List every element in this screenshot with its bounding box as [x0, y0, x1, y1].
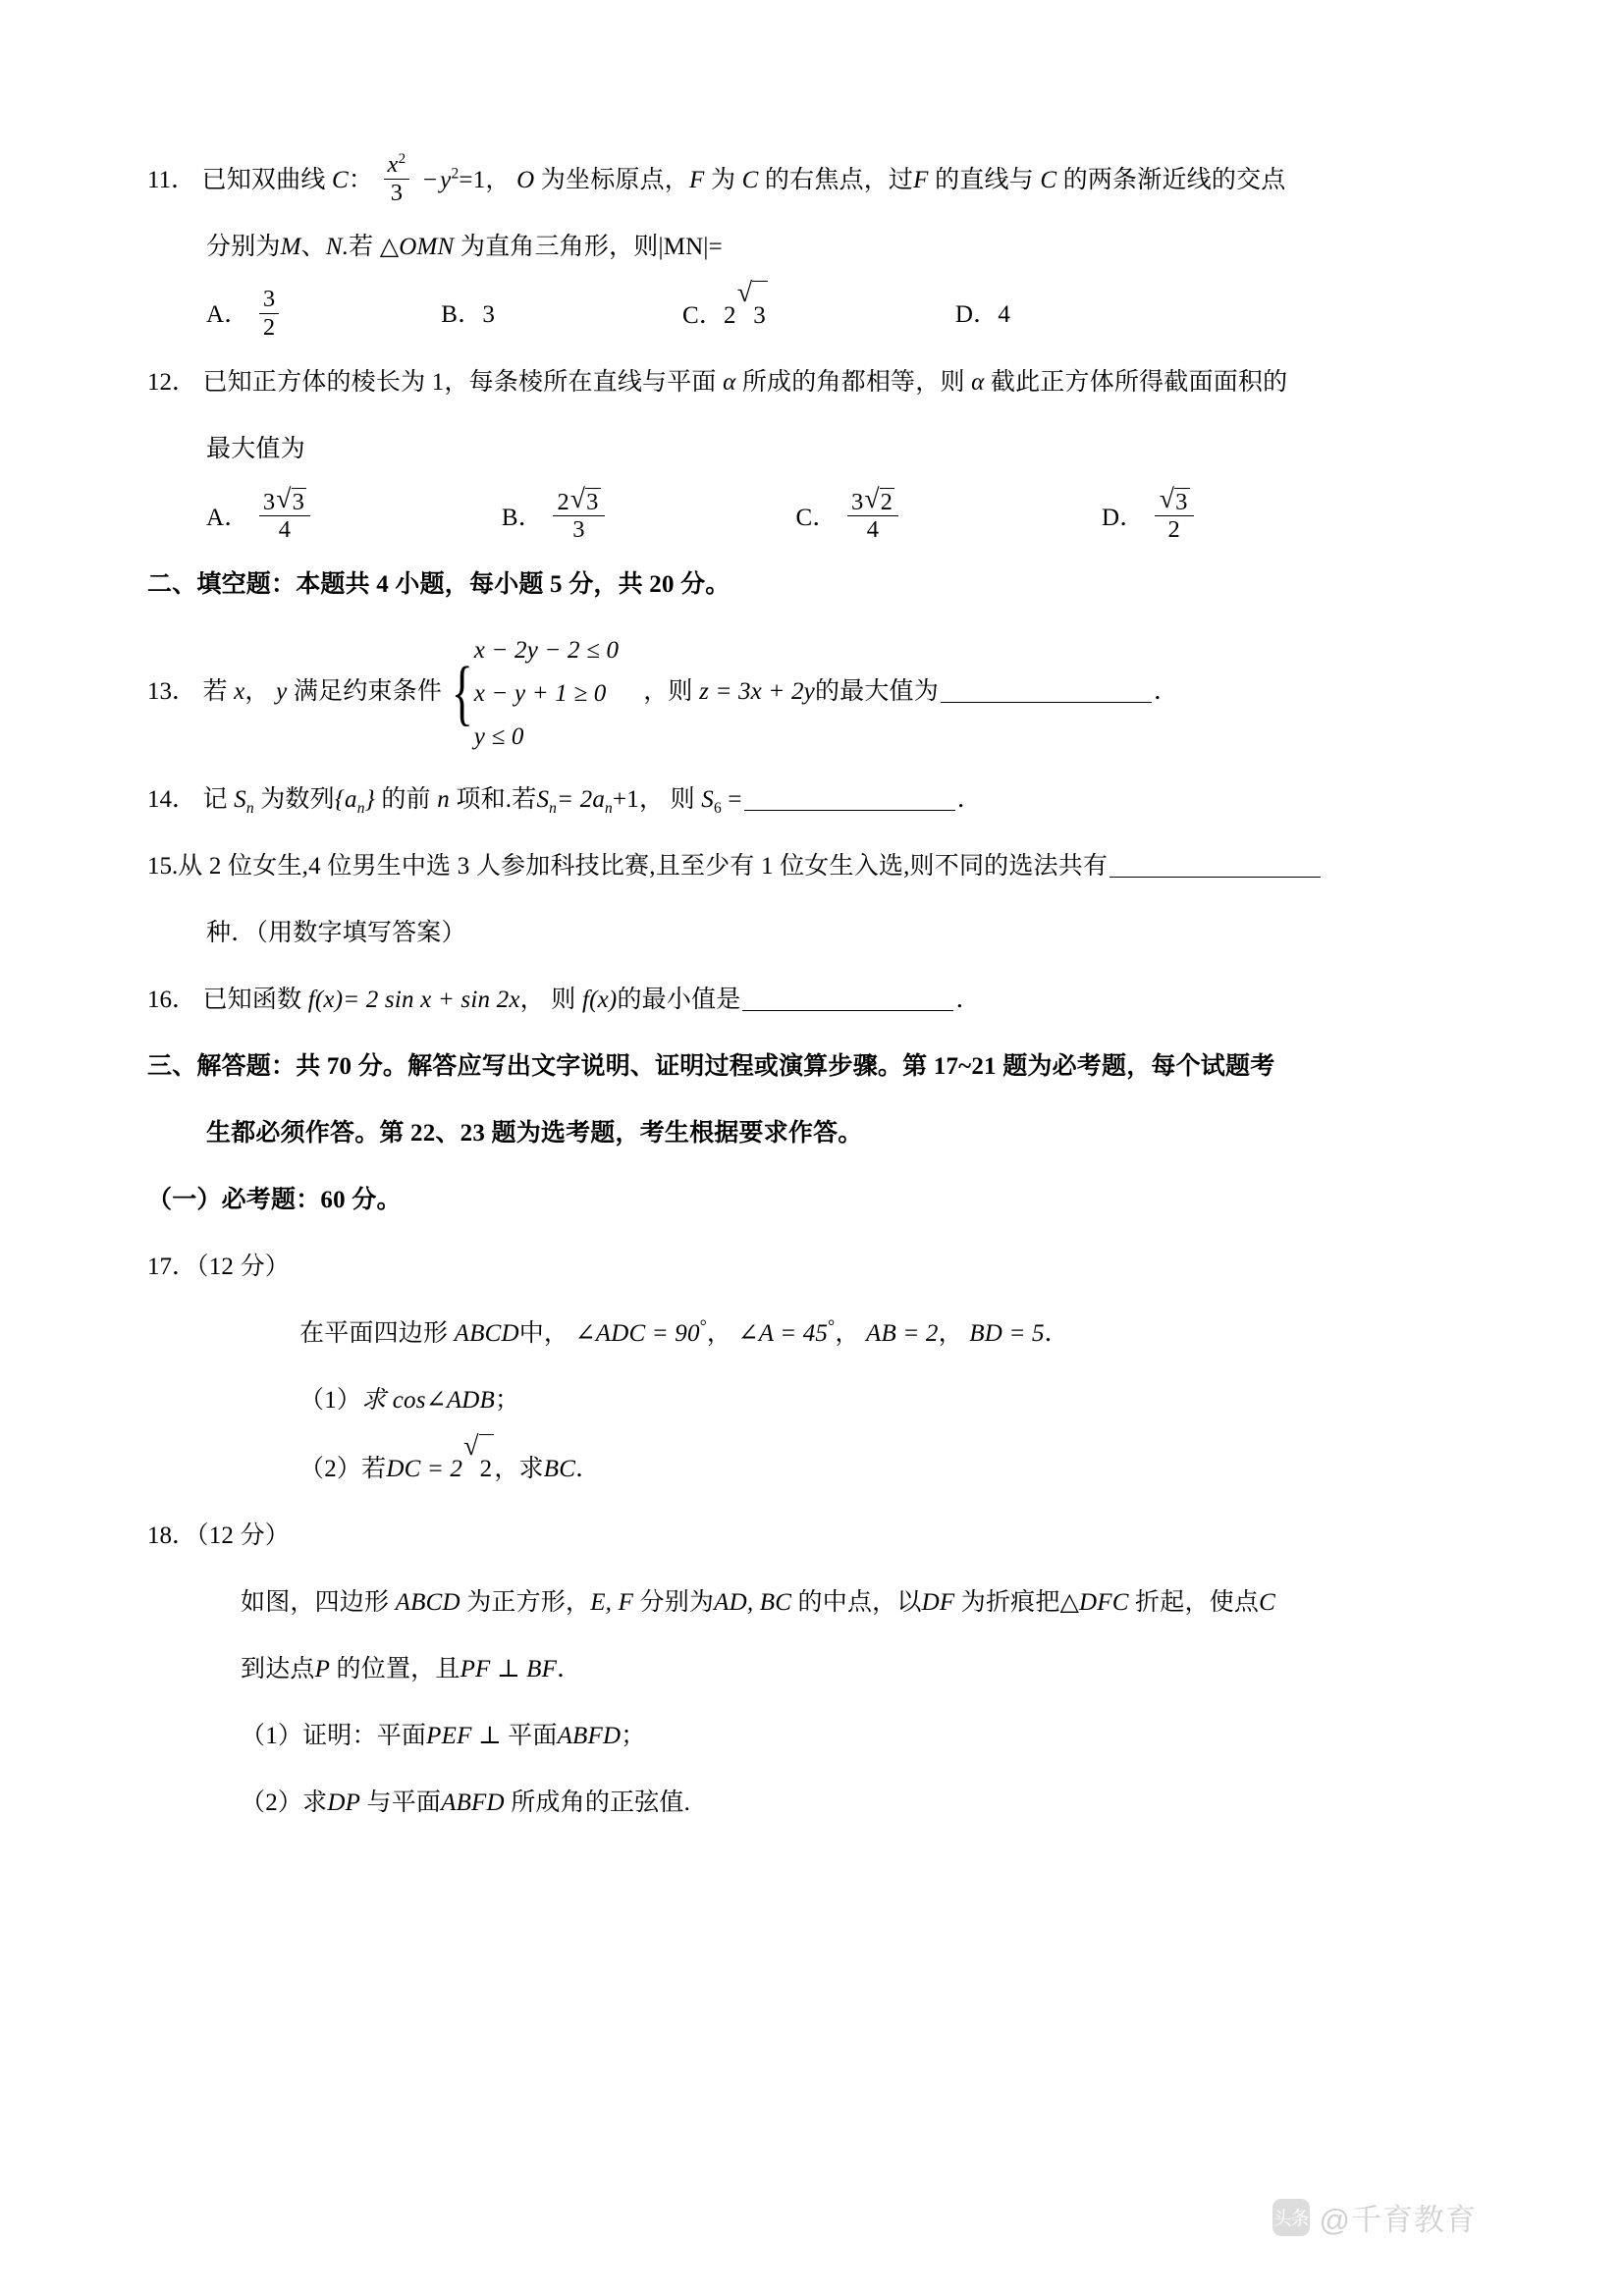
q17-length-ab: AB = 2 [865, 1319, 939, 1347]
q11-frac-num-exp: 2 [398, 149, 406, 167]
q17-part-2-label: （2） [299, 1455, 362, 1482]
q16-line-1 [147, 967, 1477, 1034]
q11-choice-D-value: 4 [998, 301, 1011, 329]
q11-choice-A[interactable] [206, 282, 283, 348]
q12-choice-A-label: A． [206, 504, 249, 531]
q12-choice-C[interactable] [795, 485, 902, 552]
q11-text-if: 若 [349, 234, 374, 260]
q14-comma: ， [638, 785, 665, 813]
q13-text-constraint: 满足约束条件 [293, 677, 443, 705]
section-2-heading-block [147, 552, 1477, 618]
q11-curve-label: C [332, 167, 349, 193]
q13-line-1 [147, 618, 1477, 767]
q18-part-1 [147, 1703, 1477, 1770]
q18-square-abcd: ABCD [395, 1588, 460, 1616]
q11-dun-mark: 、 [300, 234, 326, 260]
q13-period: ． [1153, 677, 1179, 705]
q11-frac-num-var: x [387, 151, 399, 179]
q18-part-2-text-c: 所成角的正弦值. [511, 1789, 691, 1816]
q11-line2-pre: 分别为 [206, 234, 281, 260]
q14-symbol-S6-subscript: 6 [713, 799, 722, 817]
q13-constraint-3: y ≤ 0 [473, 723, 524, 751]
q11-line-2 [147, 214, 1477, 281]
q17-quad-abcd: ABCD [454, 1319, 519, 1347]
q18-part-1-end: ； [621, 1722, 646, 1749]
q11-choice-C-coefficient: 2 [724, 302, 736, 330]
q12-choice-C-radicand: 2 [880, 488, 893, 515]
q14-period: ． [956, 785, 982, 813]
q14-var-n: n [437, 785, 450, 813]
question-17 [147, 1234, 1477, 1503]
q18-part-2-text-a: 求 [302, 1789, 328, 1816]
q18-plane-abfd-2: ABFD [441, 1789, 505, 1816]
q17-comma-3: ， [938, 1319, 963, 1347]
q11-choice-C-radicand: 3 [752, 281, 768, 349]
q12-choice-D-numerator [1155, 488, 1194, 517]
q12-choice-C-numerator [847, 488, 898, 517]
q12-choices [147, 483, 1477, 551]
q13-constraint-2: x − y + 1 ≥ 0 [473, 680, 607, 708]
q12-choice-D-fraction [1155, 488, 1194, 543]
q11-point-N: N. [325, 234, 350, 260]
q13-comma: ， [244, 677, 270, 705]
q11-text-right-focus: 的右焦点，过 [764, 167, 914, 193]
q12-choice-B-fraction [553, 488, 604, 543]
q12-choice-B[interactable] [502, 485, 609, 552]
q17-part-1-end: ； [495, 1386, 520, 1414]
q16-function-f: f [307, 986, 315, 1013]
q14-equation-body: = 2a [557, 785, 606, 813]
q15-number: 15. [147, 852, 179, 880]
q11-fraction-numerator [384, 149, 410, 180]
q17-length-bd: BD = 5 [969, 1319, 1045, 1347]
q18-part-1-text: 证明：平面 [302, 1722, 427, 1749]
q18-part-1-perp: ⊥ 平面 [478, 1722, 558, 1749]
q18-text-a: 如图，四边形 [241, 1588, 390, 1616]
q14-text-4: 项和.若 [456, 785, 537, 813]
q12-choice-D-radicand: 3 [1175, 488, 1188, 515]
q14-equation-tail: +1 [612, 785, 639, 813]
q11-fraction [384, 149, 410, 206]
q12-text-b: 所成的角都相等，则 [741, 369, 965, 397]
q17-part-1-label: （1） [299, 1386, 362, 1414]
q13-var-x: x [234, 677, 245, 705]
question-18 [147, 1503, 1477, 1837]
q16-text-tail: 的最小值是 [617, 986, 741, 1013]
q12-choice-D-denominator: 2 [1167, 516, 1180, 544]
q15-line-2: 种．（用数字填写答案） [206, 919, 466, 946]
q18-point-C: C [1259, 1588, 1275, 1616]
q17-part-2-radicand: 2 [479, 1434, 495, 1503]
q12-choice-D-sqrt [1160, 488, 1190, 515]
q18-line-1 [147, 1570, 1477, 1636]
section-3-subheading: （一）必考题：60 分。 [147, 1186, 402, 1213]
q16-number: 16． [147, 986, 197, 1013]
q12-choice-A-radicand: 3 [292, 488, 305, 515]
watermark [1272, 2195, 1477, 2239]
q16-function-arg: (x) [314, 986, 344, 1013]
q13-answer-blank[interactable] [941, 702, 1152, 703]
q11-choice-B[interactable] [441, 282, 495, 348]
q11-equals-one: =1 [459, 167, 486, 193]
q18-line2-text-b: 的位置，且 [336, 1655, 460, 1682]
q14-sequence-subscript: n [356, 799, 365, 817]
q12-choice-A-fraction [259, 488, 310, 543]
q16-period: ． [955, 986, 981, 1013]
q12-number: 12． [147, 369, 197, 397]
q16-function-arg2: (x) [589, 986, 618, 1013]
section-3-heading-block [147, 1034, 1477, 1234]
q14-text-3: 的前 [381, 785, 431, 813]
q12-plane-alpha-2: α [971, 369, 985, 397]
q12-choice-C-label: C． [795, 504, 838, 531]
q18-line2-end: ． [557, 1655, 582, 1682]
q18-line-2 [147, 1636, 1477, 1703]
q13-var-y: y [276, 677, 288, 705]
q12-choice-D[interactable] [1102, 485, 1198, 552]
question-16 [147, 967, 1477, 1034]
q12-text-c: 截此正方体所得截面面积的 [990, 369, 1288, 397]
q14-sequence-close: } [364, 785, 375, 813]
q14-text-1: 记 [202, 785, 228, 813]
q16-function-definition: = 2 sin x + sin 2x [343, 986, 520, 1013]
q17-comma-2: ， [835, 1319, 860, 1347]
q11-line-1 [147, 147, 1477, 214]
q12-choice-C-sqrt [864, 488, 894, 515]
q14-answer-blank[interactable] [744, 810, 955, 811]
q14-symbol-Sn2-subscript: n [549, 799, 558, 817]
q17-angle-a: ∠A = 45 [737, 1319, 829, 1347]
q14-symbol-Sn2: S [536, 785, 550, 813]
q17-part-2-bc: BC [543, 1455, 576, 1482]
q14-sequence-open: {a [334, 785, 357, 813]
q12-choice-A-sqrt [276, 488, 306, 515]
q12-choice-B-radicand: 3 [586, 488, 599, 515]
q18-part-2 [147, 1770, 1477, 1837]
q18-triangle-dfc: △DFC [1059, 1588, 1129, 1616]
q18-point-P: P [314, 1655, 331, 1682]
q18-number: 18． [147, 1522, 197, 1549]
q14-equals: = [728, 785, 742, 813]
q18-part-1-label: （1） [241, 1722, 303, 1749]
question-15 [147, 833, 1477, 967]
q11-text-asymptote: 的两条渐近线的交点 [1062, 167, 1286, 193]
q13-text-tail: 的最大值为 [814, 677, 939, 705]
q11-choice-C[interactable] [682, 281, 768, 349]
q17-part-2 [147, 1434, 1477, 1503]
q11-triangle-omn: △OMN [379, 234, 455, 260]
q18-segment-dp: DP [327, 1789, 361, 1816]
q13-constraint-system [445, 619, 619, 767]
q11-stem-text: 已知双曲线 [201, 167, 326, 193]
watermark-text: @千育教育 [1319, 2203, 1477, 2237]
q18-part-2-label: （2） [241, 1789, 303, 1816]
q13-objective-expression: z = 3x + 2y [699, 677, 815, 705]
q18-plane-pef: PEF [426, 1722, 472, 1749]
toutiao-logo-icon: 头条 [1272, 2199, 1310, 2236]
q14-equation-subscript: n [605, 799, 613, 817]
q18-text-b: 为正方形， [466, 1588, 591, 1616]
q11-var-y: y [440, 167, 452, 193]
q18-text-c: 分别为 [639, 1588, 715, 1616]
q13-constraint-1: x − 2y − 2 ≤ 0 [473, 637, 620, 665]
q17-stem [147, 1301, 1477, 1367]
question-12 [147, 349, 1477, 551]
q12-choice-C-denominator: 4 [866, 516, 880, 544]
q12-choice-A[interactable] [206, 485, 314, 552]
q11-curve-C3: C [1040, 167, 1057, 193]
q18-segments-adbc: AD, BC [714, 1588, 792, 1616]
q12-text-a: 已知正方体的棱长为 1，每条棱所在直线与平面 [202, 369, 717, 397]
q13-text-then: 则 [668, 677, 693, 705]
q11-point-M: M [280, 234, 301, 260]
q14-line-1 [147, 767, 1477, 833]
q11-y-exponent: 2 [451, 165, 460, 183]
section-3-heading-line2: 生都必须作答。第 22、23 题为选考题，考生根据要求作答。 [206, 1119, 863, 1147]
q14-symbol-S6: S [701, 785, 714, 813]
q17-comma-1: ， [706, 1319, 732, 1347]
q16-comma: ， [519, 986, 545, 1013]
q11-choice-D[interactable] [955, 282, 1010, 348]
q13-number: 13． [147, 677, 197, 705]
q18-plane-abfd: ABFD [557, 1722, 622, 1749]
q17-part-1 [147, 1367, 1477, 1434]
q11-choices [147, 281, 1477, 349]
q12-choice-B-label: B． [501, 504, 543, 531]
q17-part-2-end: ． [575, 1455, 601, 1482]
q17-period: ． [1044, 1319, 1069, 1347]
q11-point-F2: F [913, 167, 929, 193]
q18-text-f: 折起，使点 [1135, 1588, 1260, 1616]
q12-choice-C-fraction [847, 488, 898, 543]
q18-text-e: 为折痕把 [960, 1588, 1060, 1616]
q11-text-origin: 为坐标原点， [540, 167, 689, 193]
q17-part-2-sqrt [463, 1434, 494, 1503]
q12-choice-B-sqrt [570, 488, 601, 515]
q11-curve-C2: C [741, 167, 759, 193]
q17-degree-1: ° [699, 1315, 707, 1336]
q14-text-then: 则 [670, 785, 695, 813]
q16-text-then: 则 [551, 986, 576, 1013]
q13-brace: { [451, 653, 473, 734]
q11-choice-A-fraction [259, 287, 279, 340]
q12-choice-A-coef: 3 [262, 488, 276, 515]
q17-zhong: 中， [518, 1319, 569, 1347]
q12-line-1 [147, 349, 1477, 416]
q12-line-2: 最大值为 [206, 436, 305, 463]
q11-minus-sign: − [422, 167, 438, 193]
q18-header [147, 1503, 1477, 1570]
q16-text-1: 已知函数 [202, 986, 302, 1013]
q17-degree-2: ° [828, 1315, 836, 1336]
q11-comma-1: ， [485, 167, 511, 193]
q18-line2-text-a: 到达点 [241, 1655, 315, 1682]
q16-answer-blank[interactable] [742, 1010, 953, 1011]
question-14 [147, 767, 1477, 833]
q17-part-2-dc: DC = 2 [386, 1455, 463, 1482]
q13-text-pre: 若 [202, 677, 228, 705]
q14-text-2: 为数列 [260, 785, 335, 813]
q11-choice-C-label: C． [681, 302, 725, 330]
q18-text-d: 的中点，以 [797, 1588, 922, 1616]
q11-point-F: F [689, 167, 705, 193]
q11-fraction-denominator: 3 [390, 179, 404, 206]
q11-text-line: 的直线与 [935, 167, 1034, 193]
q18-part-2-text-b: 与平面 [366, 1789, 442, 1816]
q12-choice-A-numerator [259, 488, 310, 517]
q12-choice-D-label: D． [1101, 504, 1145, 531]
q11-abs-mn: |MN|= [658, 234, 723, 260]
q11-choice-D-label: D． [954, 301, 999, 329]
q11-text-right-triangle: 为直角三角形，则 [460, 234, 659, 260]
q13-post-comma: ， [643, 677, 669, 705]
q13-constraint-lines [474, 629, 619, 759]
q12-plane-alpha-1: α [723, 369, 736, 397]
q11-choice-A-numerator: 3 [259, 287, 279, 314]
q14-symbol-S-subscript: n [245, 799, 254, 817]
section-2-heading: 二、填空题：本题共 4 小题，每小题 5 分，共 20 分。 [147, 570, 731, 598]
q17-part-2-mid: ，求 [494, 1455, 544, 1482]
q18-fold-df: DF [921, 1588, 955, 1616]
q11-choice-B-label: B． [441, 301, 483, 329]
q11-colon: ： [348, 167, 374, 193]
question-11 [147, 147, 1477, 349]
q16-function-f2: f [581, 986, 590, 1013]
q17-score: （12 分） [196, 1253, 290, 1280]
q14-number: 14． [147, 785, 197, 813]
section-3-heading-line1: 三、解答题：共 70 分。解答应写出文字说明、证明过程或演算步骤。第 17~21 题为必考题，每个试题考 [147, 1052, 1275, 1080]
q11-choice-B-value: 3 [482, 301, 496, 329]
q15-answer-blank[interactable] [1110, 877, 1321, 878]
q11-choice-C-sqrt [737, 281, 768, 349]
q15-text-line1: 从 2 位女生,4 位男生中选 3 人参加科技比赛,且至少有 1 位女生入选,则不同的选法共有 [178, 852, 1109, 880]
q12-choice-B-numerator [553, 488, 604, 517]
q12-choice-A-denominator: 4 [278, 516, 292, 544]
q17-part-2-pre: 若 [361, 1455, 387, 1482]
q11-choice-A-denominator: 2 [262, 314, 276, 341]
q17-header [147, 1234, 1477, 1301]
q11-number: 11． [147, 167, 196, 193]
q11-text-for: 为 [710, 167, 736, 193]
q12-choice-B-coef: 2 [557, 488, 569, 515]
q12-choice-C-coef: 3 [850, 488, 864, 515]
q12-choice-B-denominator: 3 [572, 516, 585, 544]
q18-perp-pf-bf: PF ⊥ BF [460, 1655, 558, 1682]
q17-stem-text: 在平面四边形 [299, 1319, 449, 1347]
q18-score: （12 分） [196, 1522, 290, 1549]
q11-choice-A-label: A． [206, 301, 249, 329]
q17-part-1-text: 求 cos∠ADB [361, 1386, 496, 1414]
q18-points-ef: E, F [590, 1588, 634, 1616]
q17-angle-adc: ∠ADC = 90 [574, 1319, 700, 1347]
q17-number: 17． [147, 1253, 197, 1280]
question-13 [147, 618, 1477, 767]
q14-symbol-S: S [234, 785, 246, 813]
q11-point-O: O [516, 167, 535, 193]
q15-line-1 [147, 833, 1477, 900]
